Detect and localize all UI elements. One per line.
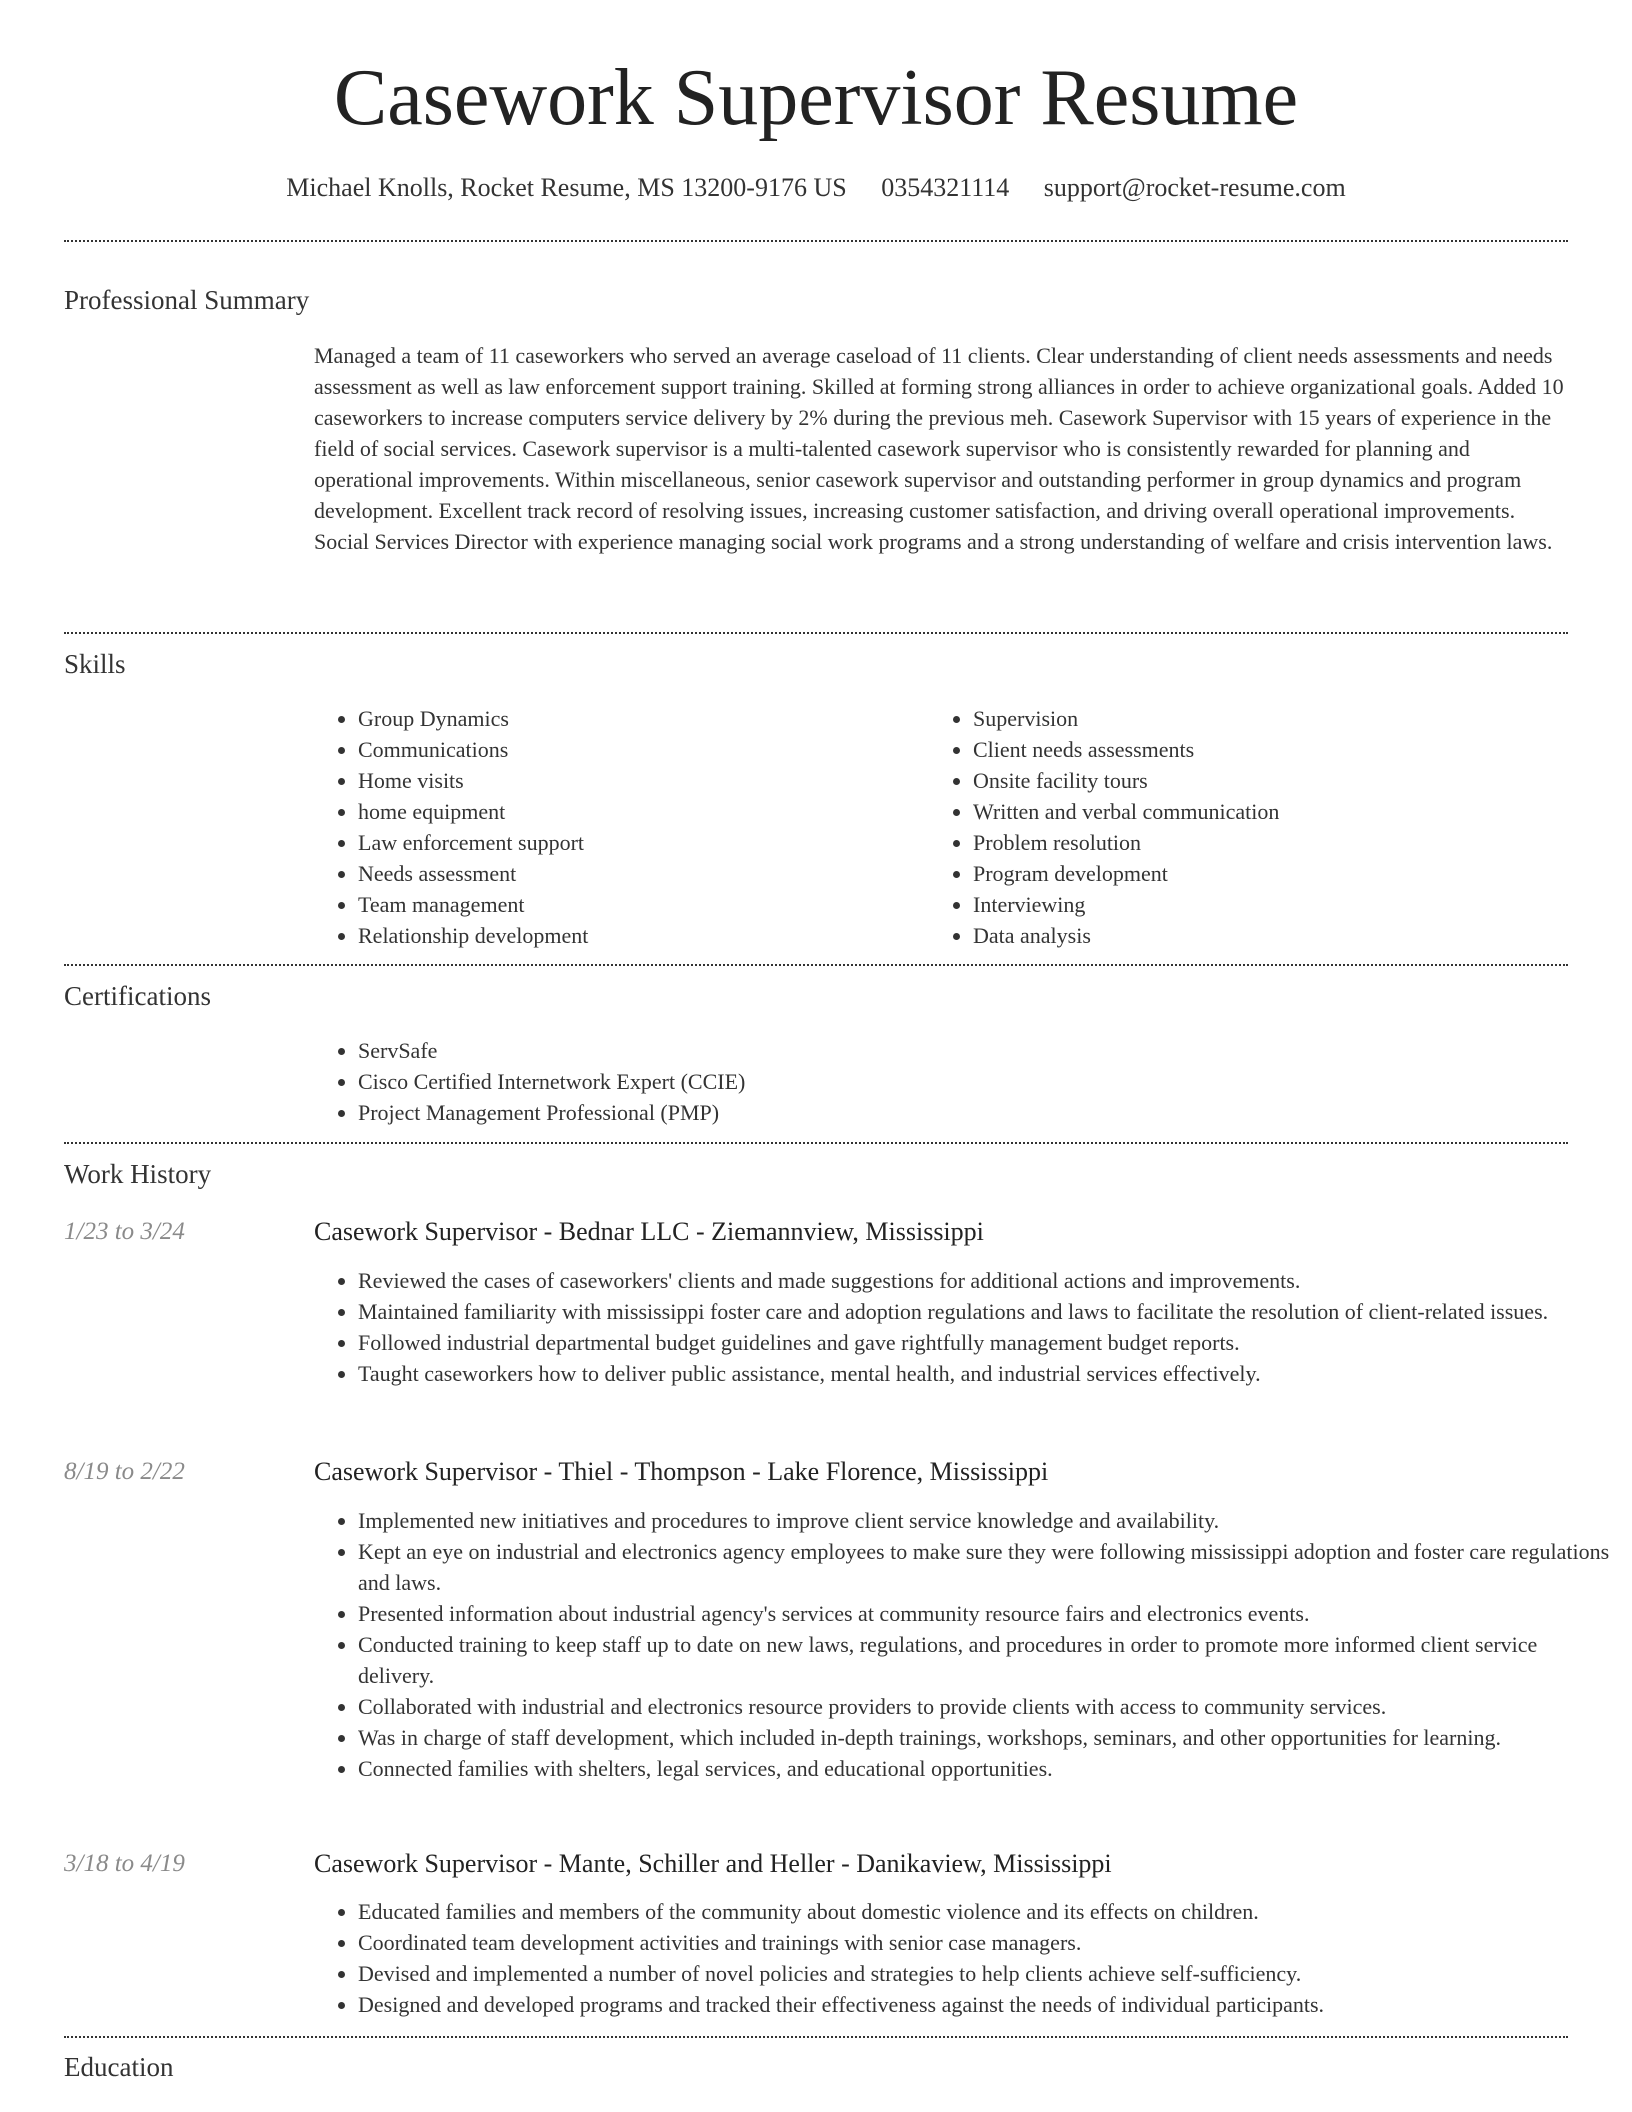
page-title: Casework Supervisor Resume — [333, 54, 1299, 142]
skill-item: • Relationship development — [358, 920, 918, 951]
job-bullet: • Implemented new initiatives and procedures to improve client service knowledge and availability. — [358, 1505, 1618, 1536]
skill-item: • Law enforcement support — [358, 827, 918, 858]
section-title-education: Education — [64, 2052, 174, 2082]
job-bullet: • Was in charge of staff development, which included in-depth trainings, workshops, seminars, and other opportunities for learning. — [358, 1722, 1618, 1753]
skill-item: • Written and verbal communication — [973, 796, 1573, 827]
section-divider — [64, 632, 1568, 634]
job-dates: 1/23 to 3/24 — [64, 1218, 185, 1245]
skill-item: • Interviewing — [973, 889, 1573, 920]
contact-email: support@rocket-resume.com — [1043, 173, 1346, 202]
job-bullets — [314, 1505, 1618, 1784]
skill-item: • home equipment — [358, 796, 918, 827]
skill-item: • Needs assessment — [358, 858, 918, 889]
job-bullet: • Reviewed the cases of caseworkers' clients and made suggestions for additional actions and improvements. — [358, 1265, 1618, 1296]
certification-item: • ServSafe — [358, 1035, 1558, 1066]
contact-phone: 0354321114 — [881, 173, 1010, 202]
job-bullet: • Taught caseworkers how to deliver public assistance, mental health, and industrial services effectively. — [358, 1358, 1618, 1389]
skill-item: • Onsite facility tours — [973, 765, 1573, 796]
skill-item: • Data analysis — [973, 920, 1573, 951]
skills-list-right — [929, 703, 1573, 951]
job-bullet: • Collaborated with industrial and electronics resource providers to provide clients with access to community services. — [358, 1691, 1618, 1722]
skill-item: • Problem resolution — [973, 827, 1573, 858]
section-divider — [64, 2036, 1568, 2038]
job-title: Casework Supervisor - Thiel - Thompson - Lake Florence, Mississippi — [314, 1457, 1049, 1486]
section-title-skills: Skills — [64, 649, 126, 679]
job-bullet: • Educated families and members of the community about domestic violence and its effects on children. — [358, 1896, 1618, 1927]
skills-list-left — [314, 703, 918, 951]
job-bullet: • Coordinated team development activities and trainings with senior case managers. — [358, 1927, 1618, 1958]
skill-item: • Team management — [358, 889, 918, 920]
professional-summary: Managed a team of 11 caseworkers who served an average caseload of 11 clients. Clear understanding of client needs assessments and needs assessment as well as law enforcement support training. Skilled at forming strong alliances in order to achieve organizational goals. Added 10 caseworkers to increase computers service delivery by 2% during the previous meh. Casework Supervisor with 15 years of experience in the field of social services. Casework supervisor is a multi-talented casework supervisor who is consistently rewarded for planning and operational improvements. Within miscellaneous, senior casework supervisor and outstanding performer in group dynamics and program development. Excellent track record of resolving issues, increasing customer satisfaction, and driving overall operational improvements. Social Services Director with experience managing social work programs and a strong understanding of welfare and crisis intervention laws. — [314, 343, 1564, 554]
section-divider — [64, 1142, 1568, 1144]
section-divider — [64, 240, 1568, 242]
job-bullets — [314, 1896, 1618, 2020]
job-bullets — [314, 1265, 1618, 1389]
job-dates: 3/18 to 4/19 — [64, 1850, 185, 1877]
job-title: Casework Supervisor - Bednar LLC - Ziemannview, Mississippi — [314, 1217, 984, 1246]
job-bullet: • Maintained familiarity with mississippi foster care and adoption regulations and laws to facilitate the resolution of client-related issues. — [358, 1296, 1618, 1327]
job-bullet: • Devised and implemented a number of novel policies and strategies to help clients achieve self-sufficiency. — [358, 1958, 1618, 1989]
skill-item: • Program development — [973, 858, 1573, 889]
job-title: Casework Supervisor - Mante, Schiller and Heller - Danikaview, Mississippi — [314, 1849, 1112, 1878]
skill-item: • Group Dynamics — [358, 703, 918, 734]
section-divider — [64, 964, 1568, 966]
certifications-list — [314, 1035, 1558, 1128]
skill-item: • Communications — [358, 734, 918, 765]
section-title-summary: Professional Summary — [64, 285, 310, 315]
skill-item: • Home visits — [358, 765, 918, 796]
skill-item: • Client needs assessments — [973, 734, 1573, 765]
job-bullet: • Followed industrial departmental budget guidelines and gave rightfully management budget reports. — [358, 1327, 1618, 1358]
skill-item: • Supervision — [973, 703, 1573, 734]
contact-line — [0, 170, 1632, 206]
job-dates: 8/19 to 2/22 — [64, 1458, 185, 1485]
section-title-certifications: Certifications — [64, 981, 211, 1011]
certification-item: • Project Management Professional (PMP) — [358, 1097, 1558, 1128]
job-bullet: • Kept an eye on industrial and electronics agency employees to make sure they were following mississippi adoption and foster care regulations and laws. — [358, 1536, 1618, 1598]
job-bullet: • Presented information about industrial agency's services at community resource fairs and electronics events. — [358, 1598, 1618, 1629]
contact-address: Michael Knolls, Rocket Resume, MS 13200-9176 US — [286, 173, 847, 202]
certification-item: • Cisco Certified Internetwork Expert (CCIE) — [358, 1066, 1558, 1097]
job-bullet: • Connected families with shelters, legal services, and educational opportunities. — [358, 1753, 1618, 1784]
job-bullet: • Designed and developed programs and tracked their effectiveness against the needs of individual participants. — [358, 1989, 1618, 2020]
job-bullet: • Conducted training to keep staff up to date on new laws, regulations, and procedures in order to promote more informed client service delivery. — [358, 1629, 1618, 1691]
section-title-work-history: Work History — [64, 1159, 212, 1189]
